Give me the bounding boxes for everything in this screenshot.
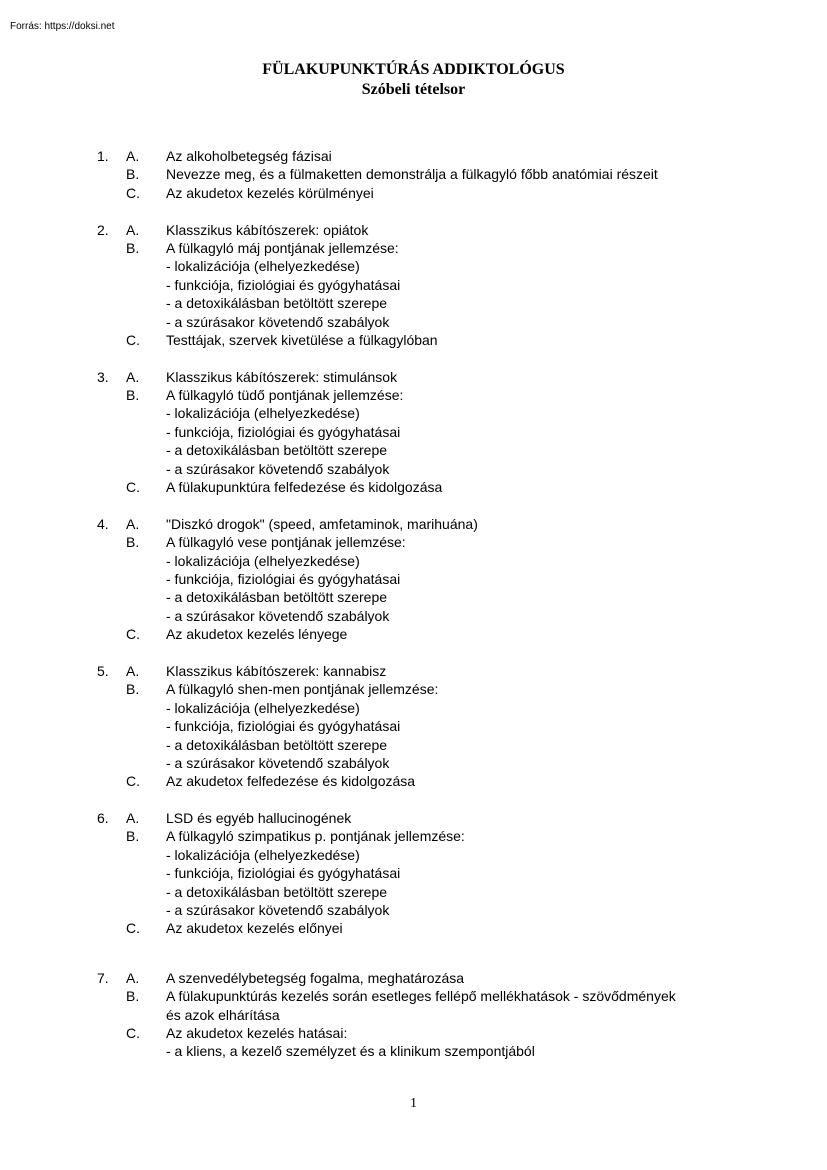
question-item-1 [0,147,827,202]
continuation-row [0,1006,827,1024]
sub-point-row [0,754,827,772]
sub-point-text: - lokalizációja (elhelyezkedése) [166,552,360,569]
part-letter: B. [126,166,140,183]
sub-point-row [0,607,827,625]
part-text: A szenvedélybetegség fogalma, meghatározása [166,969,465,986]
continuation-text: és azok elhárítása [166,1006,280,1023]
question-part-row [0,184,827,202]
spacer [0,202,827,220]
question-number: 7. [97,969,109,986]
sub-point-row [0,552,827,570]
part-letter: C. [126,626,140,643]
part-text: A fülkagyló szimpatikus p. pontjának jellemzése: [166,828,465,845]
sub-point-text: - lokalizációja (elhelyezkedése) [166,258,360,275]
sub-point-text: - a detoxikálásban betöltött szerepe [166,736,388,753]
sub-point-text: - a szúrásakor követendő szabályok [166,754,390,771]
sub-point-text: - a detoxikálásban betöltött szerepe [166,883,388,900]
part-letter: B. [126,534,140,551]
question-part-row [0,1024,827,1042]
sub-point-row [0,423,827,441]
spacer [0,644,827,662]
part-letter: C. [126,920,140,937]
question-part-row [0,662,827,680]
part-text: Klasszikus kábítószerek: stimulánsok [166,368,398,385]
part-letter: A. [126,810,140,827]
question-number: 6. [97,810,109,827]
part-text: Az akudetox kezelés hatásai: [166,1024,348,1041]
sub-point-row [0,901,827,919]
sub-point-text: - a szúrásakor követendő szabályok [166,313,390,330]
part-letter: C. [126,331,140,348]
question-part-row [0,809,827,827]
question-part-row [0,331,827,349]
part-text: A fülakupunktúra felfedezése és kidolgozása [166,479,443,496]
sub-point-row [0,404,827,422]
part-letter: C. [126,1024,140,1041]
part-text: Klasszikus kábítószerek: kannabisz [166,662,387,679]
part-text: "Diszkó drogok" (speed, amfetaminok, marihuána) [166,515,478,532]
question-part-row [0,239,827,257]
spacer [0,496,827,514]
document-title: FÜLAKUPUNKTÚRÁS ADDIKTOLÓGUS [262,61,565,78]
sub-point-text: - lokalizációja (elhelyezkedése) [166,846,360,863]
sub-point-text: - lokalizációja (elhelyezkedése) [166,405,360,422]
question-item-7 [0,969,827,1061]
question-part-row [0,478,827,496]
part-text: Az akudetox kezelés körülményei [166,184,374,201]
question-part-row [0,987,827,1005]
question-number: 3. [97,368,109,385]
question-part-row [0,221,827,239]
sub-point-row [0,257,827,275]
sub-point-row [0,294,827,312]
question-part-row [0,165,827,183]
question-part-row [0,680,827,698]
spacer [0,791,827,809]
sub-point-row [0,883,827,901]
part-letter: C. [126,184,140,201]
part-letter: A. [126,969,140,986]
part-letter: A. [126,515,140,532]
sub-point-row [0,588,827,606]
sub-point-text: - funkciója, fiziológiai és gyógyhatásai [166,423,401,440]
part-text: Az alkoholbetegség fázisai [166,148,332,164]
sub-point-text: - a kliens, a kezelő személyzet és a klinikum szempontjából [166,1043,535,1060]
sub-point-row [0,699,827,717]
part-text: A fülkagyló máj pontjának jellemzése: [166,239,399,256]
sub-point-text: - funkciója, fiziológiai és gyógyhatásai [166,718,401,735]
part-text: Klasszikus kábítószerek: opiátok [166,221,369,238]
sub-point-text: - a detoxikálásban betöltött szerepe [166,442,388,459]
question-list [0,147,827,1061]
sub-point-row [0,864,827,882]
sub-point-text: - a detoxikálásban betöltött szerepe [166,295,388,312]
sub-point-row [0,1042,827,1060]
page-number: 1 [410,1096,417,1111]
part-text: A fülakupunktúrás kezelés során esetleges fellépő mellékhatások - szövődmények [166,988,676,1005]
title-block [0,60,827,100]
question-item-6 [0,809,827,938]
question-item-3 [0,368,827,497]
sub-point-text: - a szúrásakor követendő szabályok [166,460,390,477]
part-text: Nevezze meg, és a fülmaketten demonstrálja a fülkagyló főbb anatómiai részeit [166,166,658,183]
question-part-row [0,969,827,987]
part-letter: B. [126,681,140,698]
question-part-row [0,625,827,643]
question-number: 2. [97,221,109,238]
spacer [0,938,827,969]
sub-point-row [0,313,827,331]
part-text: Az akudetox kezelés előnyei [166,920,343,937]
part-text: LSD és egyéb hallucinogének [166,810,352,827]
document-subtitle: Szóbeli tételsor [361,81,466,98]
question-item-4 [0,515,827,644]
part-letter: A. [126,368,140,385]
sub-point-row [0,570,827,588]
question-number: 5. [97,662,109,679]
sub-point-row [0,846,827,864]
part-text: A fülkagyló vese pontjának jellemzése: [166,534,406,551]
question-part-row [0,827,827,845]
part-text: Testtájak, szervek kivetülése a fülkagylóban [166,331,438,348]
question-part-row [0,368,827,386]
part-letter: A. [126,148,140,164]
part-text: A fülkagyló shen-men pontjának jellemzése: [166,681,439,698]
part-text: Az akudetox felfedezése és kidolgozása [166,773,416,790]
question-part-row [0,147,827,165]
question-number: 1. [97,148,109,164]
part-letter: B. [126,988,140,1005]
part-letter: C. [126,773,140,790]
question-part-row [0,772,827,790]
question-item-2 [0,221,827,350]
part-letter: C. [126,479,140,496]
spacer [0,349,827,367]
sub-point-text: - a szúrásakor követendő szabályok [166,607,390,624]
question-part-row [0,533,827,551]
part-letter: B. [126,828,140,845]
sub-point-text: - a szúrásakor követendő szabályok [166,902,390,919]
question-part-row [0,919,827,937]
sub-point-text: - lokalizációja (elhelyezkedése) [166,699,360,716]
part-letter: B. [126,239,140,256]
sub-point-row [0,717,827,735]
part-text: Az akudetox kezelés lényege [166,626,348,643]
sub-point-text: - funkciója, fiziológiai és gyógyhatásai [166,570,401,587]
question-item-5 [0,662,827,791]
sub-point-text: - a detoxikálásban betöltött szerepe [166,589,388,606]
sub-point-row [0,460,827,478]
part-text: A fülkagyló tüdő pontjának jellemzése: [166,387,404,404]
sub-point-row [0,736,827,754]
part-letter: A. [126,662,140,679]
sub-point-text: - funkciója, fiziológiai és gyógyhatásai [166,276,401,293]
sub-point-row [0,276,827,294]
sub-point-row [0,441,827,459]
source-label: Forrás: https://doksi.net [10,21,115,32]
question-number: 4. [97,515,109,532]
part-letter: B. [126,387,140,404]
question-part-row [0,386,827,404]
sub-point-text: - funkciója, fiziológiai és gyógyhatásai [166,865,401,882]
question-part-row [0,515,827,533]
part-letter: A. [126,221,140,238]
